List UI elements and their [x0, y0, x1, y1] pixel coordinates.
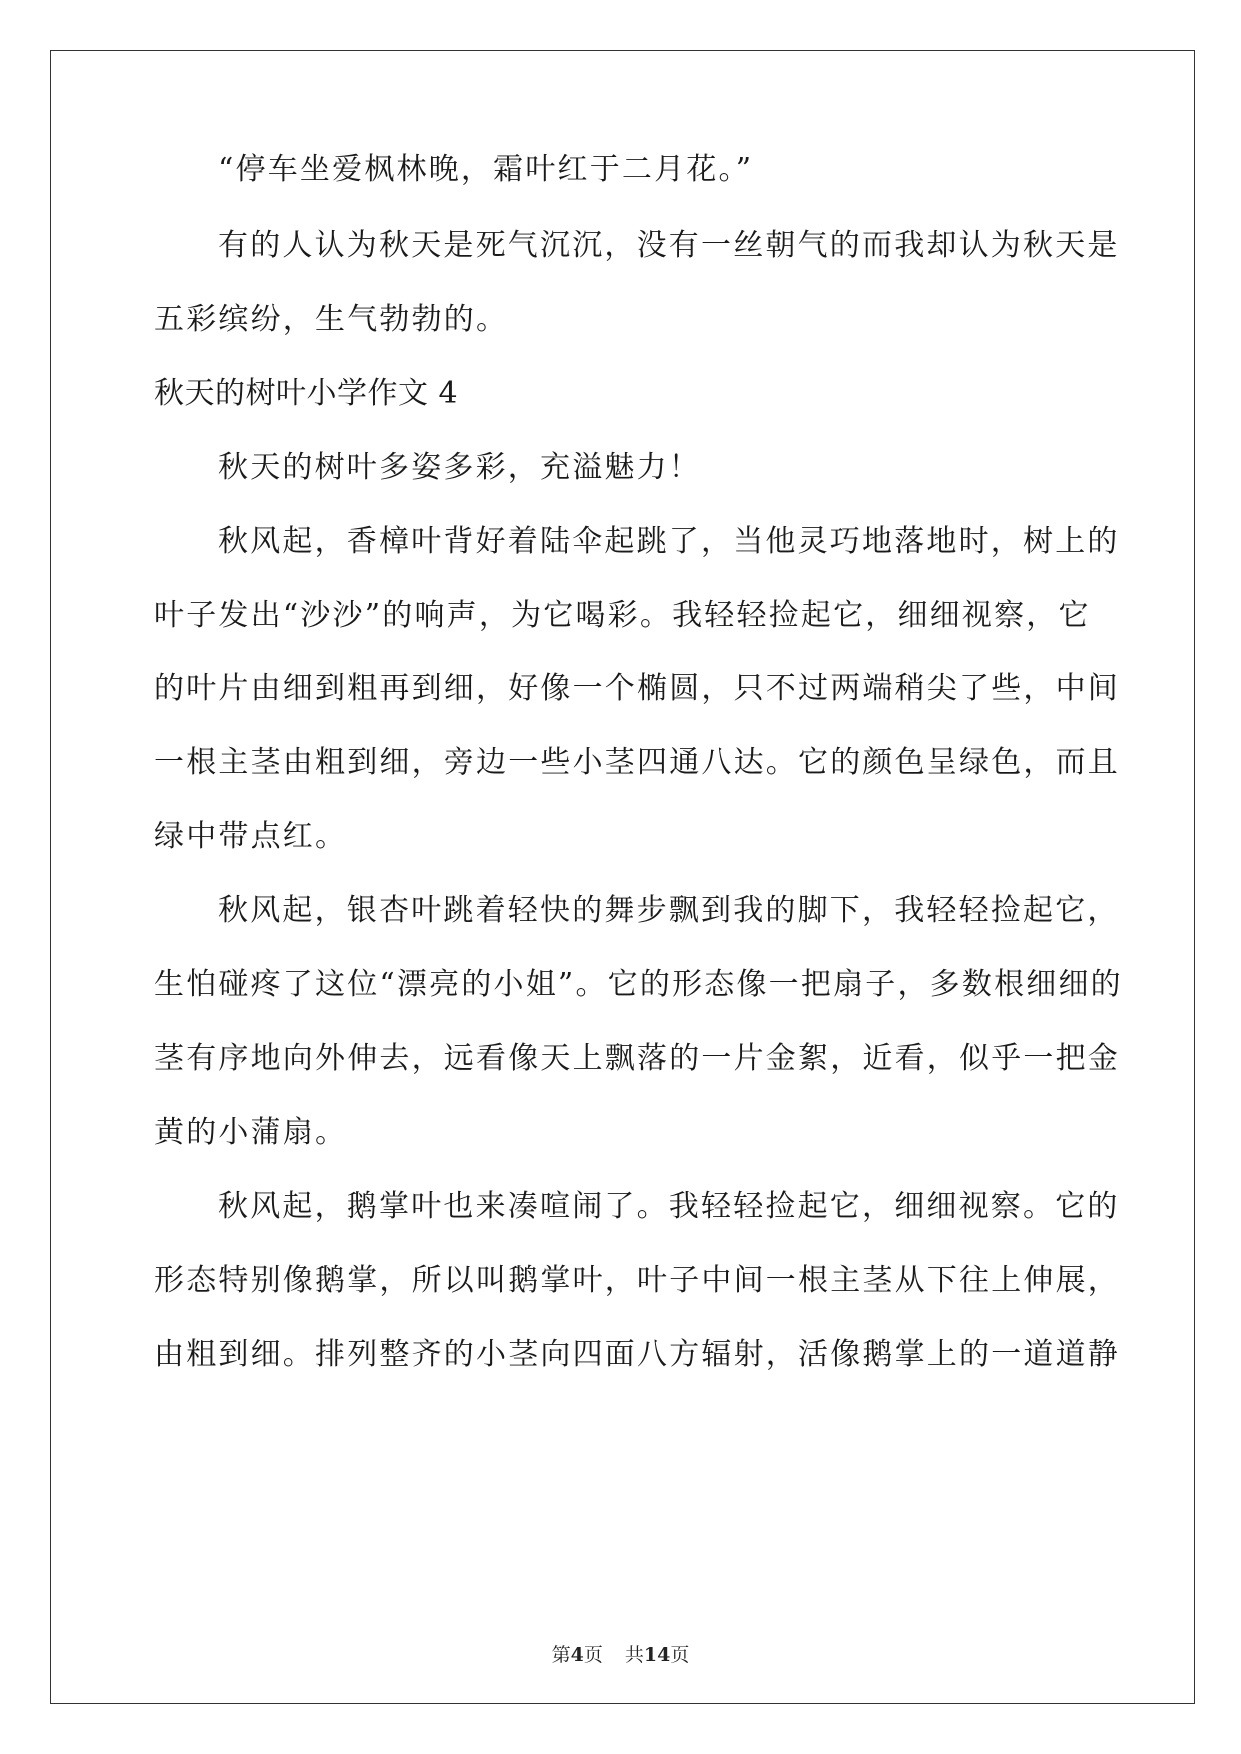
- paragraph-line: 秋风起，鹅掌叶也来凑喧闹了。我轻轻捡起它，细细视察。它的: [218, 1189, 1120, 1224]
- paragraph-line: 的叶片由细到粗再到细，好像一个椭圆，只不过两端稍尖了些，中间: [154, 671, 1120, 706]
- page-prefix: 第: [551, 1644, 571, 1666]
- paragraph-line: 茎有序地向外伸去，远看像天上飘落的一片金絮，近看，似乎一把金: [154, 1041, 1120, 1076]
- page-border: [50, 50, 1195, 1704]
- paragraph-line: 绿中带点红。: [154, 819, 348, 854]
- paragraph-line: 黄的小蒲扇。: [154, 1115, 348, 1150]
- poem-line: “停车坐爱枫林晚，霜叶红于二月花。”: [218, 152, 754, 187]
- page-footer: [0, 1643, 1241, 1667]
- total-suffix: 页: [670, 1644, 690, 1666]
- total-prefix: 共: [624, 1644, 644, 1666]
- paragraph-line: 秋风起，银杏叶跳着轻快的舞步飘到我的脚下，我轻轻捡起它，: [218, 893, 1120, 928]
- paragraph-line: 五彩缤纷，生气勃勃的。: [154, 302, 509, 337]
- paragraph-line: 生怕碰疼了这位“漂亮的小姐”。它的形态像一把扇子，多数根细细的: [154, 967, 1123, 1002]
- total-pages: 14: [643, 1644, 671, 1666]
- paragraph-line: 一根主茎由粗到细，旁边一些小茎四通八达。它的颜色呈绿色，而且: [154, 745, 1120, 780]
- paragraph-line: 形态特别像鹅掌，所以叫鹅掌叶，叶子中间一根主茎从下往上伸展，: [154, 1263, 1120, 1298]
- page-suffix: 页: [583, 1644, 603, 1666]
- paragraph-line: 秋天的树叶多姿多彩，充溢魅力！: [218, 450, 701, 485]
- section-heading: 秋天的树叶小学作文 4: [154, 376, 459, 411]
- paragraph-line: 秋风起，香樟叶背好着陆伞起跳了，当他灵巧地落地时，树上的: [218, 524, 1120, 559]
- paragraph-line: 叶子发出“沙沙”的响声，为它喝彩。我轻轻捡起它，细细视察，它: [154, 598, 1091, 633]
- paragraph-line: 由粗到细。排列整齐的小茎向四面八方辐射，活像鹅掌上的一道道静: [154, 1337, 1120, 1372]
- paragraph-line: 有的人认为秋天是死气沉沉，没有一丝朝气的而我却认为秋天是: [218, 228, 1120, 263]
- page-number: 4: [570, 1644, 584, 1666]
